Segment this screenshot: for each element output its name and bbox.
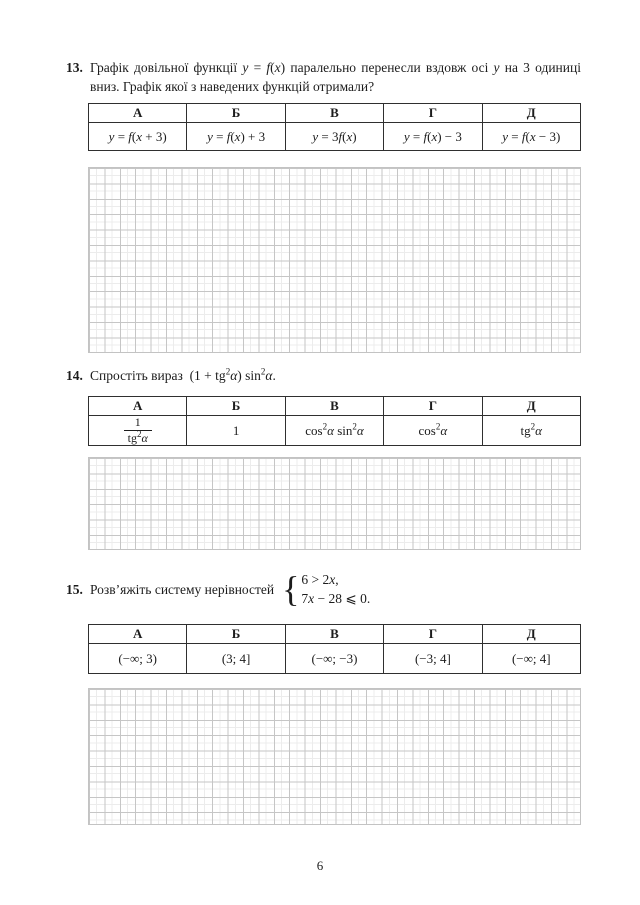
- answer-option-value: $tg^2\alpha$: [482, 416, 580, 446]
- answer-table-15-value-row: [89, 644, 581, 674]
- worksheet-grid-13: [88, 167, 581, 353]
- question-13: [66, 58, 581, 96]
- answer-option-value: (−∞; −3): [285, 644, 383, 674]
- answer-option-header: В: [285, 625, 383, 644]
- answer-option-header: Г: [384, 625, 482, 644]
- answer-table-13: [88, 103, 581, 151]
- answer-option-header: Г: [384, 397, 482, 416]
- answer-option-header: Г: [384, 104, 482, 123]
- inequality-lines: [301, 570, 370, 608]
- answer-option-header: В: [285, 397, 383, 416]
- question-13-text: Графік довільної функції y = f(x) паралельно перенесли вздовж осі y на 3 одиниці вниз. Графік якої з наведених функцій отримали?: [90, 60, 581, 94]
- answer-table-14-header-row: [89, 397, 581, 416]
- answer-option-header: А: [89, 104, 187, 123]
- answer-table-14: [88, 396, 581, 446]
- answer-option-value: y = 3f(x): [285, 123, 383, 151]
- answer-option-value: y = f(x + 3): [89, 123, 187, 151]
- worksheet-grid-14: [88, 457, 581, 550]
- answer-option-value: $\cos^2\alpha$: [384, 416, 482, 446]
- question-15: [66, 570, 581, 608]
- inequality-system: [274, 570, 370, 608]
- answer-table-15-header-row: [89, 625, 581, 644]
- answer-option-header: Д: [482, 104, 580, 123]
- question-15-number: 15.: [66, 581, 83, 597]
- answer-option-value: (−∞; 3): [89, 644, 187, 674]
- worksheet-grid-15: [88, 688, 581, 825]
- answer-option-header: Б: [187, 104, 285, 123]
- answer-option-header: А: [89, 625, 187, 644]
- page-number: 6: [316, 858, 324, 873]
- answer-option-header: Б: [187, 397, 285, 416]
- answer-option-header: В: [285, 104, 383, 123]
- answer-option-value: y = f(x − 3): [482, 123, 580, 151]
- answer-table-14-value-row: [89, 416, 581, 446]
- answer-option-header: Д: [482, 397, 580, 416]
- question-14-number: 14.: [66, 368, 83, 383]
- question-13-number: 13.: [66, 60, 83, 75]
- inequality-line-2: 7x − 28 ⩽ 0.: [301, 591, 371, 606]
- fraction: [124, 416, 152, 445]
- question-14-text: Спростіть вираз $(1 + tg^2\alpha)$ $\sin^2\alpha$.: [90, 366, 276, 383]
- fraction-denominator: $tg^2\alpha$: [127, 429, 148, 445]
- answer-option-value: (3; 4]: [187, 644, 285, 674]
- answer-option-value: 1: [187, 416, 285, 446]
- answer-option-value: (−∞; 4]: [482, 644, 580, 674]
- question-15-text: Розв’яжіть систему нерівностей: [90, 581, 275, 597]
- answer-option-header: Б: [187, 625, 285, 644]
- answer-option-value: y = f(x) − 3: [384, 123, 482, 151]
- answer-option-value: y = f(x) + 3: [187, 123, 285, 151]
- fraction-numerator: 1: [124, 416, 152, 431]
- inequality-line-1: 6 > 2x,: [301, 572, 339, 587]
- question-14: [66, 366, 581, 385]
- answer-option-value: [89, 416, 187, 446]
- answer-option-header: А: [89, 397, 187, 416]
- answer-table-15: [88, 624, 581, 674]
- answer-option-value: $\cos^2\alpha$ $\sin^2\alpha$: [285, 416, 383, 446]
- left-brace-glyph: {: [282, 569, 300, 609]
- answer-option-header: Д: [482, 625, 580, 644]
- answer-table-13-value-row: [89, 123, 581, 151]
- answer-option-value: (−3; 4]: [384, 644, 482, 674]
- answer-table-13-header-row: [89, 104, 581, 123]
